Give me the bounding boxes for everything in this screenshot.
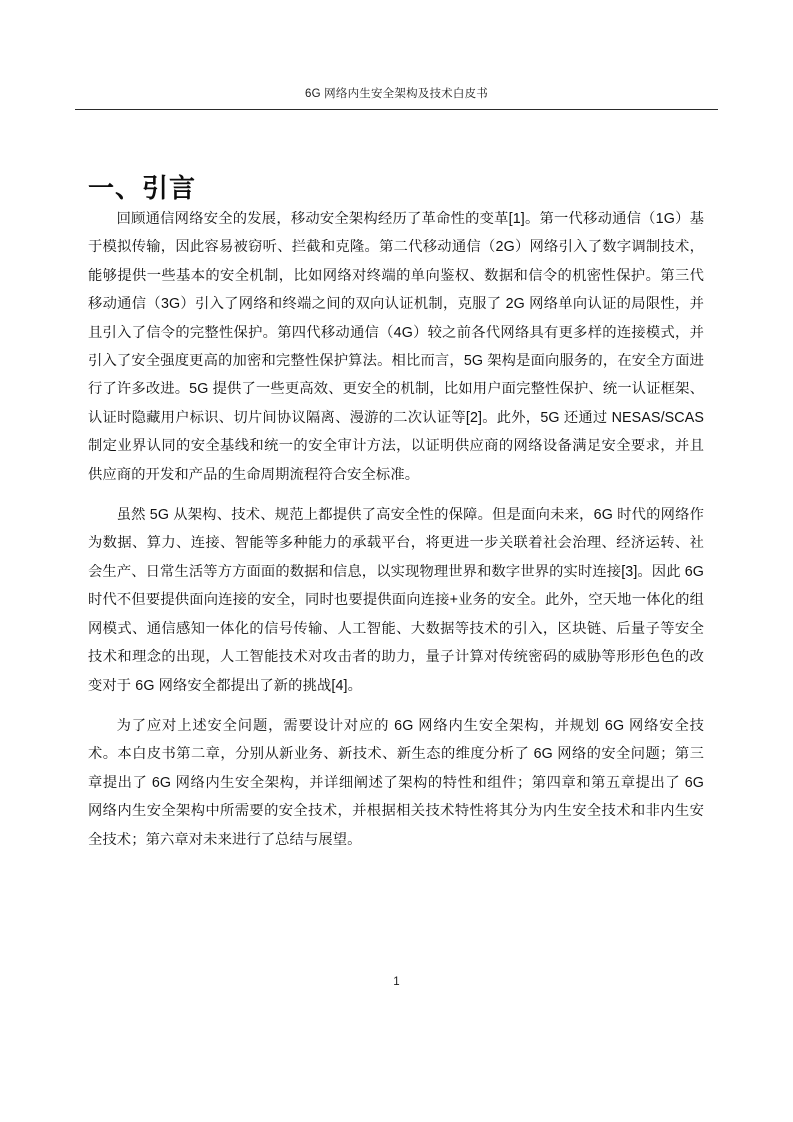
footer-page-number: 1 <box>393 976 400 988</box>
header-title: 6G 网络内生安全架构及技术白皮书 <box>305 88 488 100</box>
paragraph: 虽然 5G 从架构、技术、规范上都提供了高安全性的保障。但是面向未来，6G 时代的网络作为数据、算力、连接、智能等多种能力的承载平台，将更进一步关联着社会治理、经济运转、社会生产、日常生活等方方面面的数据和信息，以实现物理世界和数字世界的实时连接[3]。因此 6G 时代不但要提供面向连接的安全，同时也要提供面向连接+业务的安全。此外，空天地一体化的组网模式、通信感知一体化的信号传输、人工智能、大数据等技术的引入，区块链、后量子等安全技术和理念的出现，人工智能技术对攻击者的助力，量子计算对传统密码的威胁等形形色色的改变对于 6G 网络安全都提出了新的挑战[4]。 <box>88 507 704 694</box>
paragraph: 为了应对上述安全问题，需要设计对应的 6G 网络内生安全架构，并规划 6G 网络安全技术。本白皮书第二章，分别从新业务、新技术、新生态的维度分析了 6G 网络的安全问题；第三章提出了 6G 网络内生安全架构，并详细阐述了架构的特性和组件；第四章和第五章提出了 6G 网络内生安全架构中所需要的安全技术，并根据相关技术特性将其分为内生安全技术和非内生安全技术；第六章对未来进行了总结与展望。 <box>88 717 704 848</box>
page-title: 一、引言 <box>88 173 197 204</box>
running-header <box>75 86 718 110</box>
body-content <box>88 205 704 854</box>
header-divider <box>75 109 718 110</box>
paragraph: 回顾通信网络安全的发展，移动安全架构经历了革命性的变革[1]。第一代移动通信（1G）基于模拟传输，因此容易被窃听、拦截和克隆。第二代移动通信（2G）网络引入了数字调制技术，能够提供一些基本的安全机制，比如网络对终端的单向鉴权、数据和信令的机密性保护。第三代移动通信（3G）引入了网络和终端之间的双向认证机制，克服了 2G 网络单向认证的局限性，并且引入了信令的完整性保护。第四代移动通信（4G）较之前各代网络具有更多样的连接模式，并引入了安全强度更高的加密和完整性保护算法。相比而言，5G 架构是面向服务的，在安全方面进行了许多改进。5G 提供了一些更高效、更安全的机制，比如用户面完整性保护、统一认证框架、认证时隐藏用户标识、切片间协议隔离、漫游的二次认证等[2]。此外，5G 还通过 NESAS/SCAS 制定业界认同的安全基线和统一的安全审计方法，以证明供应商的网络设备满足安全要求，并且供应商的开发和产品的生命周期流程符合安全标准。 <box>88 211 704 483</box>
